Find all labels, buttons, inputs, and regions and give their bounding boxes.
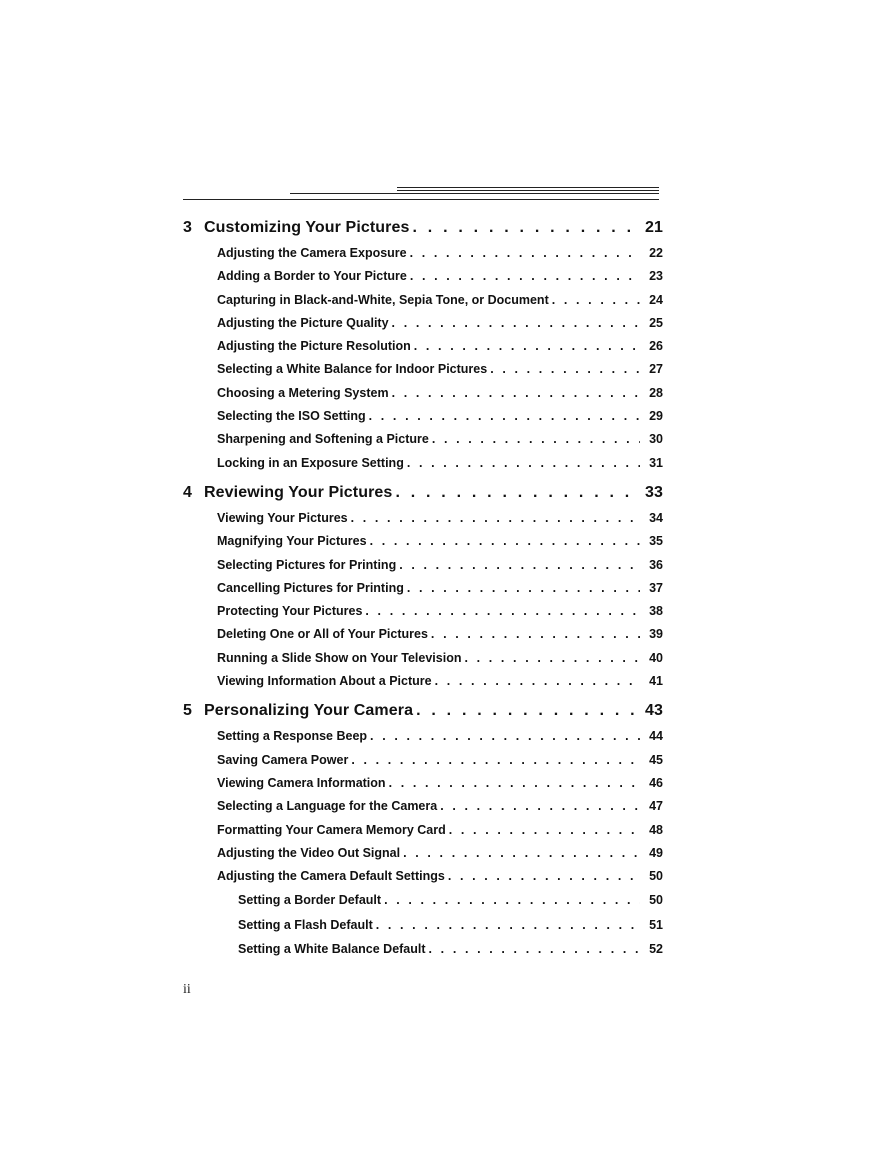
chapter-page: 43 <box>645 702 663 720</box>
entry-page: 48 <box>649 822 663 837</box>
dot-leader <box>414 335 640 358</box>
header-rule-mid <box>290 193 659 194</box>
entry-page: 22 <box>649 246 663 260</box>
chapter-number: 5 <box>183 702 192 720</box>
entry-page: 44 <box>649 729 663 744</box>
chapter-page: 33 <box>645 483 663 501</box>
chapter-heading[interactable] <box>183 697 663 725</box>
entry-page: 28 <box>649 385 663 400</box>
entry-title: Viewing Information About a Picture <box>217 674 432 689</box>
toc-entry[interactable] <box>183 577 663 600</box>
entry-page: 37 <box>649 580 663 595</box>
entry-title: Viewing Camera Information <box>217 775 386 790</box>
toc-entry[interactable] <box>183 428 663 451</box>
dot-leader <box>376 913 640 938</box>
entry-title: Adjusting the Picture Resolution <box>217 339 411 354</box>
chapter-3 <box>183 214 663 475</box>
entry-title: Selecting the ISO Setting <box>217 409 366 424</box>
dot-leader <box>395 479 640 507</box>
toc-entry[interactable] <box>183 819 663 842</box>
entry-page: 23 <box>649 269 663 284</box>
dot-leader <box>399 554 640 577</box>
entry-page: 29 <box>649 409 663 424</box>
dot-leader <box>407 577 640 600</box>
dot-leader <box>464 647 640 670</box>
header-rule-short-1 <box>397 187 659 188</box>
entry-page: 34 <box>649 510 663 525</box>
toc-entry[interactable] <box>183 530 663 553</box>
entry-page: 35 <box>649 534 663 549</box>
chapter-heading[interactable] <box>183 214 663 242</box>
toc-entry[interactable] <box>183 242 663 265</box>
entry-title: Saving Camera Power <box>217 752 349 767</box>
dot-leader <box>435 670 640 693</box>
dot-leader <box>392 312 640 335</box>
dot-leader <box>449 819 640 842</box>
dot-leader <box>431 623 640 646</box>
entry-title: Selecting a Language for the Camera <box>217 799 438 814</box>
toc-entry[interactable] <box>183 749 663 772</box>
dot-leader <box>351 749 640 772</box>
entry-title: Selecting a White Balance for Indoor Pictures <box>217 362 488 377</box>
entry-page: 41 <box>649 674 663 689</box>
entry-title: Magnifying Your Pictures <box>217 534 367 549</box>
toc-entry[interactable] <box>183 554 663 577</box>
entry-title: Choosing a Metering System <box>217 385 389 400</box>
dot-leader <box>389 772 640 795</box>
entry-title: Setting a Response Beep <box>217 729 368 744</box>
toc-entry[interactable] <box>183 795 663 818</box>
entry-page: 26 <box>649 339 663 354</box>
toc-entry[interactable] <box>183 600 663 623</box>
header-rule-short-2 <box>397 190 659 191</box>
chapter-title: Personalizing Your Camera <box>204 702 414 720</box>
chapter-5 <box>183 697 663 962</box>
dot-leader <box>351 507 640 530</box>
toc-entry[interactable] <box>183 382 663 405</box>
entry-page: 24 <box>649 292 663 307</box>
entry-title: Selecting Pictures for Printing <box>217 557 397 572</box>
entry-title: Locking in an Exposure Setting <box>217 455 404 470</box>
dot-leader <box>365 600 640 623</box>
dot-leader <box>407 452 640 475</box>
toc-entry[interactable] <box>183 358 663 381</box>
entry-page: 30 <box>649 432 663 447</box>
entry-page: 39 <box>649 627 663 642</box>
entry-page: 49 <box>649 845 663 860</box>
chapter-number: 4 <box>183 483 192 501</box>
dot-leader <box>429 937 640 962</box>
table-of-contents <box>183 214 663 966</box>
dot-leader <box>369 405 640 428</box>
dot-leader <box>448 865 640 888</box>
header-rule-long <box>183 199 659 200</box>
toc-subentry[interactable] <box>183 913 663 938</box>
chapter-page: 21 <box>645 219 663 236</box>
dot-leader <box>413 214 641 242</box>
toc-entry[interactable] <box>183 265 663 288</box>
entry-title: Viewing Your Pictures <box>217 510 348 525</box>
entry-title: Running a Slide Show on Your Television <box>217 650 462 665</box>
entry-page: 45 <box>649 752 663 767</box>
chapter-title: Customizing Your Pictures <box>204 219 410 236</box>
dot-leader <box>370 725 640 748</box>
entry-title: Cancelling Pictures for Printing <box>217 580 404 595</box>
dot-leader <box>416 697 640 725</box>
entry-page: 36 <box>649 557 663 572</box>
dot-leader <box>410 265 640 288</box>
toc-entry[interactable] <box>183 772 663 795</box>
entry-page: 46 <box>649 775 663 790</box>
toc-entry[interactable] <box>183 842 663 865</box>
toc-entry[interactable] <box>183 289 663 312</box>
dot-leader <box>440 795 640 818</box>
entry-title: Protecting Your Pictures <box>217 604 363 619</box>
entry-title: Adding a Border to Your Picture <box>217 269 407 284</box>
toc-entry[interactable] <box>183 623 663 646</box>
page-number: ii <box>183 982 191 997</box>
entry-page: 38 <box>649 604 663 619</box>
entry-page: 31 <box>649 455 663 470</box>
entry-page: 40 <box>649 650 663 665</box>
entry-title: Setting a Flash Default <box>238 917 373 932</box>
dot-leader <box>490 358 640 381</box>
dot-leader <box>384 888 640 913</box>
toc-entry[interactable] <box>183 452 663 475</box>
entry-title: Sharpening and Softening a Picture <box>217 432 429 447</box>
entry-page: 27 <box>649 362 663 377</box>
entry-page: 50 <box>649 893 663 908</box>
entry-title: Formatting Your Camera Memory Card <box>217 822 446 837</box>
toc-entry[interactable] <box>183 335 663 358</box>
dot-leader <box>392 382 640 405</box>
toc-subentry[interactable] <box>183 937 663 962</box>
dot-leader <box>432 428 640 451</box>
toc-entry[interactable] <box>183 507 663 530</box>
entry-title: Capturing in Black-and-White, Sepia Tone, or Document <box>217 292 549 307</box>
entry-page: 25 <box>649 315 663 330</box>
toc-entry[interactable] <box>183 647 663 670</box>
entry-title: Adjusting the Picture Quality <box>217 315 389 330</box>
dot-leader <box>552 289 640 312</box>
chapter-4 <box>183 479 663 693</box>
chapter-number: 3 <box>183 219 192 236</box>
toc-entry[interactable] <box>183 670 663 693</box>
entry-title: Adjusting the Video Out Signal <box>217 845 401 860</box>
entry-page: 51 <box>649 917 663 932</box>
entry-title: Adjusting the Camera Default Settings <box>217 869 445 884</box>
chapter-title: Reviewing Your Pictures <box>204 483 393 501</box>
entry-page: 50 <box>649 869 663 884</box>
entry-page: 52 <box>649 942 663 957</box>
dot-leader <box>370 530 640 553</box>
entry-title: Adjusting the Camera Exposure <box>217 246 407 260</box>
entry-title: Setting a Border Default <box>238 893 382 908</box>
entry-page: 47 <box>649 799 663 814</box>
toc-subentry[interactable] <box>183 888 663 913</box>
toc-entry[interactable] <box>183 405 663 428</box>
dot-leader <box>403 842 640 865</box>
dot-leader <box>410 242 640 265</box>
entry-title: Setting a White Balance Default <box>238 942 426 957</box>
entry-title: Deleting One or All of Your Pictures <box>217 627 428 642</box>
chapter-heading[interactable] <box>183 479 663 507</box>
toc-entry[interactable] <box>183 312 663 335</box>
toc-entry[interactable] <box>183 725 663 748</box>
toc-entry[interactable] <box>183 865 663 888</box>
